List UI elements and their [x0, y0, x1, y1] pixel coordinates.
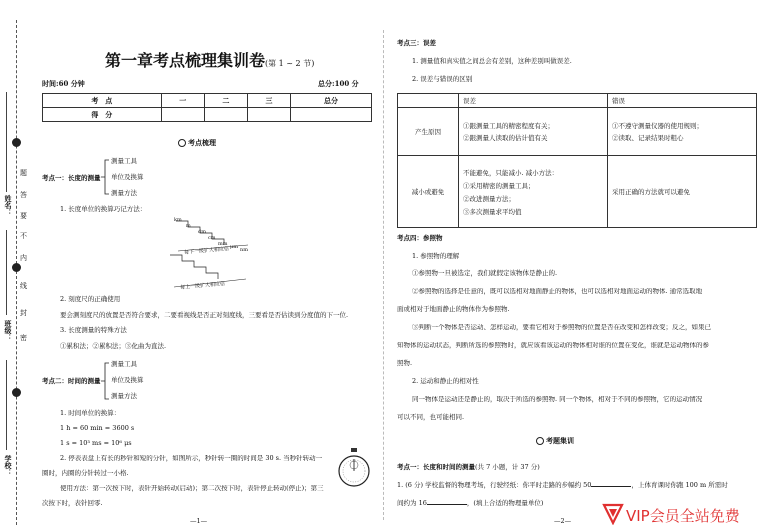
kp1-branch: 测量工具: [111, 157, 137, 165]
score-table: [42, 93, 372, 122]
kp2-item1: 1. 时间单位的换算：: [60, 409, 121, 417]
decor-icon: [178, 139, 186, 147]
seal-char: 答: [20, 191, 27, 199]
cmp-line: ②读取、记录结果时粗心: [612, 134, 684, 142]
cmp-cell: 采用正确的方法就可以避免: [608, 156, 757, 228]
cmp-row-label: 产生原因: [398, 108, 459, 156]
score-header-cell: 考 点: [43, 94, 162, 108]
kp2-item2b: 圈时，内圈的分针转过一小格.: [42, 469, 129, 477]
kp1-item3-text: ①累积法；②累积法；③化曲为直法.: [60, 342, 167, 350]
kp1-branch: 测量方法: [111, 189, 137, 197]
diagram-unit: cm: [208, 235, 216, 241]
total-score: 总分:100 分: [318, 79, 359, 88]
question-1: 1. (6 分) 学校监督的物理考场，行驶经纸：你平时走路的步幅约 50 ，上体育课时你跑 100 m 所需时: [397, 481, 728, 489]
kp4-text: 知物体的运动状态，判断所选的参照物时，就应该看该运动的物体相对谁的位置在变化，谁就是运动物体的参: [397, 342, 709, 349]
cmp-cell: [459, 156, 608, 228]
kp3-item1: 1. 测量值和真实值之间总会有差别，这种差别叫做误差.: [412, 57, 572, 65]
kp2-brace: [101, 362, 111, 400]
vip-watermark[interactable]: [600, 497, 767, 531]
time-limit: 时间:60 分钟: [42, 79, 85, 88]
binding-hole: [12, 138, 21, 147]
section-heading-2: 考题集训: [536, 437, 574, 445]
score-header-cell: 一: [161, 94, 204, 108]
kp4-text: 照物.: [397, 359, 413, 367]
answer-blank[interactable]: [427, 504, 467, 505]
cmp-row-label: 减小或避免: [398, 156, 459, 228]
score-cell[interactable]: [291, 108, 372, 122]
score-cell[interactable]: [204, 108, 247, 122]
name-line: [6, 92, 7, 192]
kp2-item2c: 使用方法：第一次按下时，表针开始转动(启动)；第二次按下时，表针停止转动(停止)；第三: [60, 485, 324, 492]
kp2-item2d: 次按下时，表针回零.: [42, 499, 103, 507]
kp2-branch: 单位及换算: [111, 376, 144, 384]
name-label: 姓名：: [4, 195, 13, 216]
score-cell[interactable]: [161, 108, 204, 122]
kp2-eq: 1 s = 10³ ms = 10⁶ μs: [60, 439, 132, 447]
score-header-cell: 总分: [291, 94, 372, 108]
cut-line: [16, 20, 17, 525]
seal-char: 题: [20, 169, 27, 177]
kp3-item2: 2. 误差与错误的区别: [412, 75, 473, 83]
school-line: [6, 360, 7, 450]
seal-char: 要: [20, 212, 27, 220]
kp1-branch: 单位及换算: [111, 173, 144, 181]
cmp-line: ③多次测量求平均值: [463, 207, 522, 216]
kp1-item3: 3. 长度测量的特殊方法: [60, 326, 127, 334]
vip-watermark-text: VIP会员全站免费: [626, 507, 740, 525]
binding-hole: [12, 388, 21, 397]
kp1-brace: [101, 159, 111, 195]
cmp-header: 错误: [608, 94, 757, 108]
kp2-branch: 测量工具: [111, 360, 137, 368]
section-heading: 考点梳理: [178, 139, 216, 147]
page-title: 第一章考点梳理集训卷(第 1 ~ 2 节): [105, 51, 315, 70]
kp3-title: 考点三：误差: [397, 39, 436, 47]
diagram-unit: km: [174, 217, 182, 223]
kp1-title: 考点一：长度的测量: [42, 174, 101, 182]
diagram-unit: mm: [218, 241, 228, 247]
answer-blank[interactable]: [591, 486, 631, 487]
kp4-text: ②参照物的选择是任意的，既可以选相对地面静止的物体，也可以选相对地面运动的物体. 通常选取地: [412, 288, 703, 295]
kp4-item1: 1. 参照物的理解: [412, 252, 460, 260]
cmp-header: 误差: [459, 94, 608, 108]
cmp-line: 不能避免，只能减小. 减小方法：: [463, 168, 559, 177]
seal-char: 封: [20, 309, 27, 317]
seal-char: 线: [20, 282, 27, 290]
kp4-text: 面或相对于地面静止的物体作为参照物.: [397, 305, 510, 313]
score-header-cell: 三: [247, 94, 290, 108]
diagram-unit: nm: [240, 247, 248, 253]
diagram-caption: 每下一级扩大相应倍: [183, 246, 230, 256]
score-row-label: 得 分: [43, 108, 162, 122]
page-number: —2—: [554, 517, 572, 525]
error-mistake-table: [397, 93, 757, 228]
vip-logo-icon: [602, 501, 624, 525]
binding-hole: [12, 263, 21, 272]
cmp-line: ①采用精密的测量工具；: [463, 181, 535, 190]
binding-strip: [0, 0, 30, 531]
kp1-item2: 2. 刻度尺的正确使用: [60, 295, 121, 303]
page-divider: [383, 30, 384, 520]
score-cell[interactable]: [247, 108, 290, 122]
question-group-head: 考点一：长度和时间的测量(共 7 小题，计 37 分): [397, 463, 540, 471]
class-line: [6, 230, 7, 315]
cmp-line: ②改进测量方法；: [463, 194, 515, 203]
diagram-unit: μm: [230, 244, 238, 250]
stopwatch-icon: [336, 447, 372, 489]
kp4-text: ③判断一个物体是否运动、怎样运动，要看它相对于参照物的位置是否在改变和怎样改变；反之，如果已: [412, 324, 711, 331]
page-number: —1—: [190, 517, 208, 525]
diagram-caption: 每上一级扩大相应倍: [179, 281, 226, 291]
cmp-line: ①不遵守测量仪器的使用规则；: [612, 122, 703, 130]
cmp-cell: [459, 108, 608, 156]
kp2-branch: 测量方法: [111, 392, 137, 400]
cmp-corner: [398, 94, 459, 108]
kp4-text: 可以不同，也可能相同.: [397, 413, 465, 421]
cmp-line: ①跟测量工具的精密程度有关；: [463, 122, 554, 130]
question-1-cont: 间约为 16 ，(填上合适的物理量单位): [397, 499, 544, 507]
seal-char: 不: [20, 232, 27, 240]
kp1-item2-text: 要会测刻度尺的放置是否符合要求，二要看视线是否正对刻度线，三要看是否估读到分度值的下一位.: [60, 311, 349, 319]
diagram-unit: m: [186, 223, 191, 229]
diagram-unit: dm: [198, 229, 206, 235]
kp2-item2: 2. 停表表盘上有长的秒针和短的分针，如图所示，秒针转一圈的时间是 30 s. 当秒针转动一: [60, 455, 323, 462]
kp4-item2: 2. 运动和静止的相对性: [412, 377, 479, 385]
cmp-line: ②跟测量人读取的估计值有关: [463, 134, 548, 142]
kp1-item1: 1. 长度单位的换算巧记方法：: [60, 205, 147, 213]
seal-char: 内: [20, 254, 27, 262]
kp4-text: 同一物体是运动还是静止的，取决于所选的参照物. 同一个物体，相对于不同的参照物，它的运动情况: [412, 396, 703, 403]
decor-icon: [536, 437, 544, 445]
kp4-text: ①参照物一旦被选定，我们就假定该物体是静止的.: [412, 269, 558, 277]
seal-char: 密: [20, 334, 27, 342]
kp2-title: 考点二：时间的测量: [42, 377, 101, 385]
kp4-title: 考点四：参照物: [397, 234, 443, 242]
score-header-cell: 二: [204, 94, 247, 108]
school-label: 学校：: [4, 455, 13, 476]
cmp-cell: [608, 108, 757, 156]
kp2-eq: 1 h = 60 min = 3600 s: [60, 424, 135, 432]
class-label: 班级：: [4, 320, 13, 341]
